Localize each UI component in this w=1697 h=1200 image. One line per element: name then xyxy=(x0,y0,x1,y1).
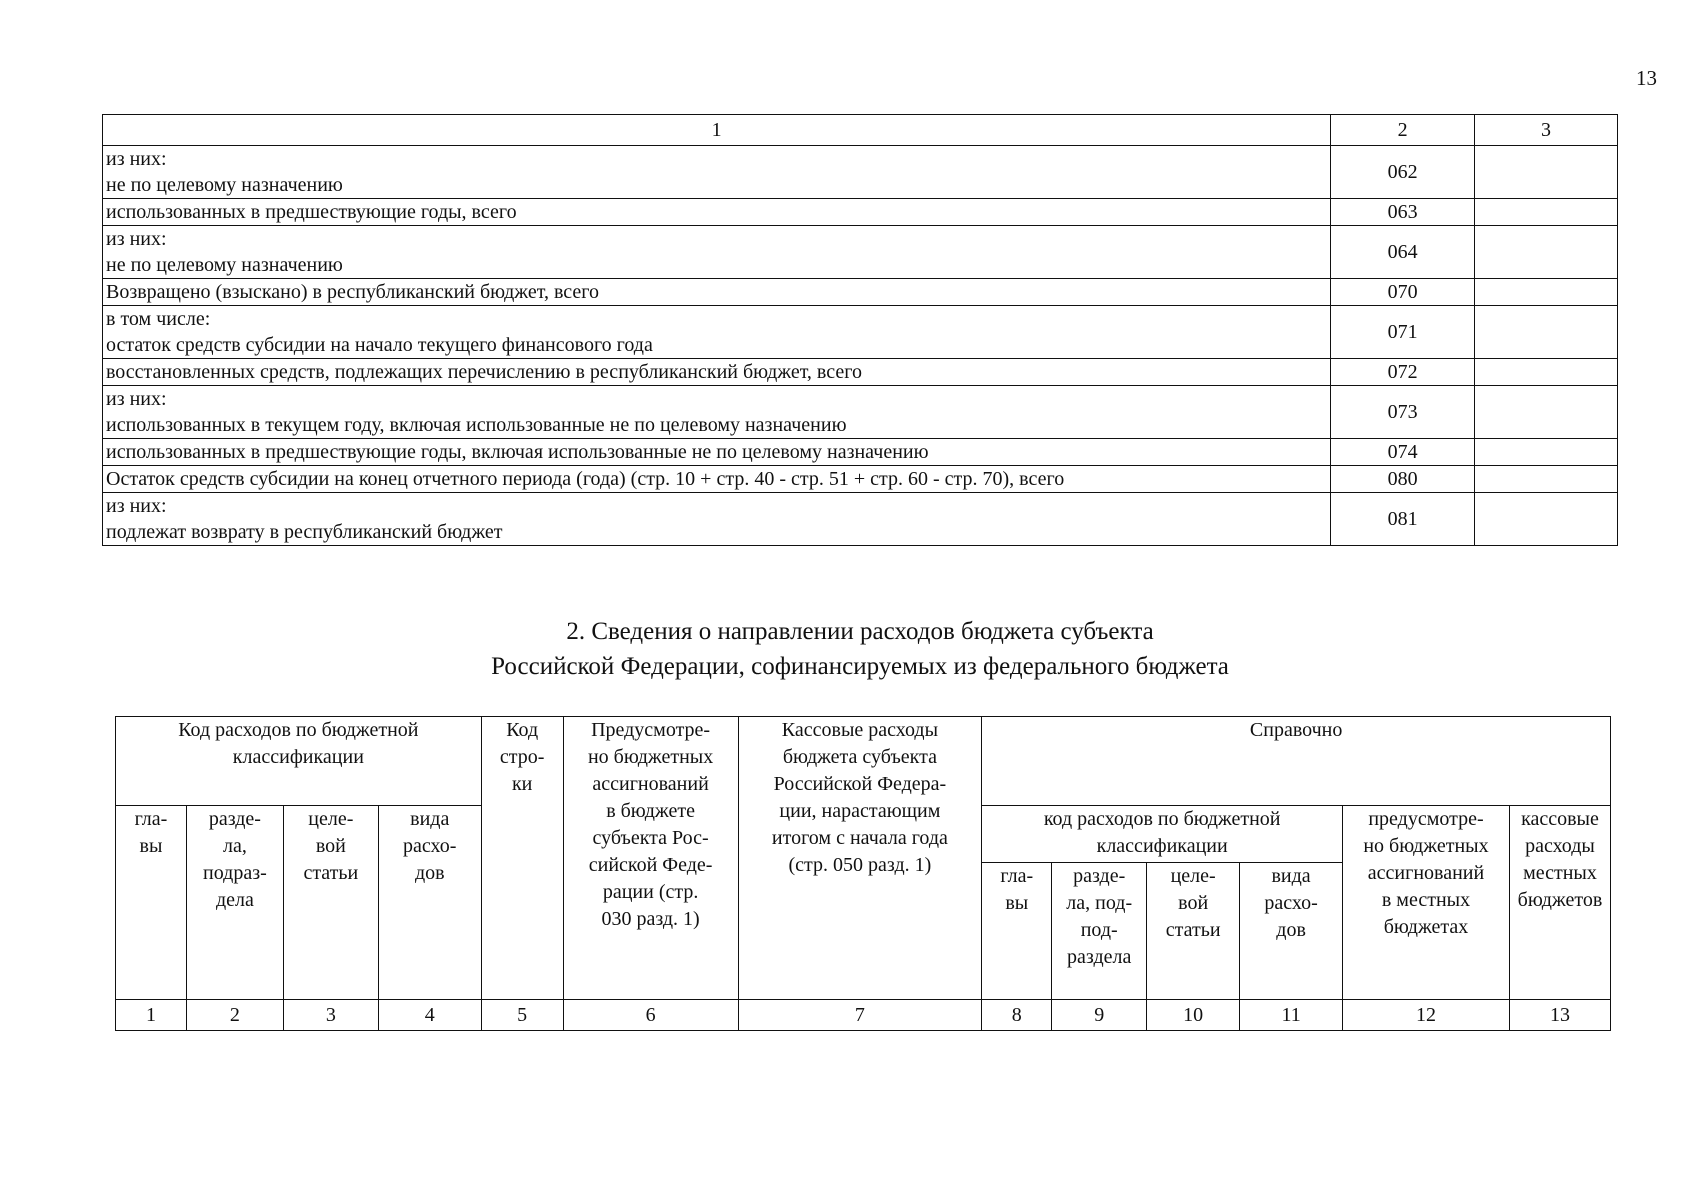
table2-header-row-1 xyxy=(116,717,1611,806)
table-row xyxy=(103,359,1618,386)
row-label-line: подлежат возврату в республиканский бюджет xyxy=(106,521,503,543)
reference-header: Справочно xyxy=(982,717,1611,806)
ref-glavy-header: гла- вы xyxy=(982,863,1052,1000)
table-row xyxy=(103,226,1618,279)
table-row xyxy=(103,466,1618,493)
row-code: 062 xyxy=(1331,146,1475,199)
table-row xyxy=(103,493,1618,546)
glavy-header: гла- вы xyxy=(116,806,187,1000)
row-code: 070 xyxy=(1331,279,1475,306)
ref-cash-header: кассовые расходы местных бюджетов xyxy=(1509,806,1610,1000)
row-label xyxy=(103,279,1331,306)
row-label xyxy=(103,359,1331,386)
page-number: 13 xyxy=(1636,66,1657,90)
column-number: 8 xyxy=(982,1000,1052,1031)
row-label xyxy=(103,386,1331,439)
row-code-header: Код стро- ки xyxy=(481,717,563,1000)
column-number-2: 2 xyxy=(1331,115,1475,146)
column-number: 4 xyxy=(378,1000,481,1031)
row-code: 073 xyxy=(1331,386,1475,439)
ref-vida-rashodov-header: вида расхо- дов xyxy=(1240,863,1343,1000)
row-value xyxy=(1475,359,1618,386)
row-label-line: использованных в предшествующие годы, всего xyxy=(106,201,517,223)
ref-celevoy-statyi-header: целе- вой статьи xyxy=(1147,863,1240,1000)
ref-planned-header: предусмотре- но бюджетных ассигнований в местных бюджетах xyxy=(1343,806,1510,1000)
row-code: 071 xyxy=(1331,306,1475,359)
row-label-line: из них: xyxy=(106,228,167,250)
row-label-line: в том числе: xyxy=(106,308,211,330)
row-label xyxy=(103,493,1331,546)
ref-budget-code-header: код расходов по бюджетной классификации xyxy=(982,806,1343,863)
row-label-line: восстановленных средств, подлежащих перечислению в республиканский бюджет, всего xyxy=(106,361,862,383)
row-label xyxy=(103,199,1331,226)
cash-expenditures-header: Кассовые расходы бюджета субъекта Российской Федера- ции, нарастающим итогом с начала года (стр. 050 разд. 1) xyxy=(738,717,982,1000)
section-2-title xyxy=(102,614,1618,684)
planned-allocations-header: Предусмотре- но бюджетных ассигнований в бюджете субъекта Рос- сийской Феде- рации (стр. 030 разд. 1) xyxy=(563,717,738,1000)
row-value xyxy=(1475,146,1618,199)
column-number-3: 3 xyxy=(1475,115,1618,146)
section-title-line: Российской Федерации, софинансируемых из федерального бюджета xyxy=(491,653,1229,680)
row-value xyxy=(1475,226,1618,279)
row-value xyxy=(1475,439,1618,466)
ref-razdela-header: разде- ла, под- под- раздела xyxy=(1052,863,1147,1000)
row-label-line: Возвращено (взыскано) в республиканский бюджет, всего xyxy=(106,281,599,303)
column-number: 2 xyxy=(186,1000,283,1031)
row-label-line: Остаток средств субсидии на конец отчетного периода (года) (стр. 10 + стр. 40 - стр. 51 + стр. 60 - стр. 70), всего xyxy=(106,468,1065,490)
row-value xyxy=(1475,199,1618,226)
table-row xyxy=(103,199,1618,226)
column-number: 12 xyxy=(1343,1000,1510,1031)
table-row xyxy=(103,146,1618,199)
table-row xyxy=(103,306,1618,359)
row-label-line: использованных в предшествующие годы, включая использованные не по целевому назначению xyxy=(106,441,929,463)
row-code: 080 xyxy=(1331,466,1475,493)
report-table-continued xyxy=(102,114,1618,546)
column-numbers-row xyxy=(116,1000,1611,1031)
vida-rashodov-header: вида расхо- дов xyxy=(378,806,481,1000)
row-value xyxy=(1475,493,1618,546)
row-value xyxy=(1475,306,1618,359)
row-code: 074 xyxy=(1331,439,1475,466)
row-label-line: из них: xyxy=(106,388,167,410)
table-row xyxy=(103,279,1618,306)
row-label xyxy=(103,466,1331,493)
row-label-line: использованных в текущем году, включая использованные не по целевому назначению xyxy=(106,414,847,436)
row-label-line: не по целевому назначению xyxy=(106,254,343,276)
expenditure-direction-table xyxy=(115,716,1611,1031)
row-code: 081 xyxy=(1331,493,1475,546)
row-label-line: из них: xyxy=(106,148,167,170)
row-label xyxy=(103,226,1331,279)
column-number: 11 xyxy=(1240,1000,1343,1031)
row-value xyxy=(1475,386,1618,439)
row-label xyxy=(103,306,1331,359)
row-label-line: остаток средств субсидии на начало текущего финансового года xyxy=(106,334,653,356)
column-number: 13 xyxy=(1509,1000,1610,1031)
column-number-1: 1 xyxy=(103,115,1331,146)
row-label-line: из них: xyxy=(106,495,167,517)
table-row xyxy=(103,386,1618,439)
row-label-line: не по целевому назначению xyxy=(106,174,343,196)
column-number: 7 xyxy=(738,1000,982,1031)
column-number: 6 xyxy=(563,1000,738,1031)
table-row xyxy=(103,439,1618,466)
row-code: 072 xyxy=(1331,359,1475,386)
table-header-row xyxy=(103,115,1618,146)
row-label xyxy=(103,439,1331,466)
row-code: 064 xyxy=(1331,226,1475,279)
row-code: 063 xyxy=(1331,199,1475,226)
row-value xyxy=(1475,279,1618,306)
section-title-line: 2. Сведения о направлении расходов бюджета субъекта xyxy=(566,618,1154,645)
celevoy-statyi-header: целе- вой статьи xyxy=(283,806,378,1000)
column-number: 1 xyxy=(116,1000,187,1031)
budget-code-group-header: Код расходов по бюджетной классификации xyxy=(116,717,482,806)
column-number: 5 xyxy=(481,1000,563,1031)
row-label xyxy=(103,146,1331,199)
razdela-header: разде- ла, подраз- дела xyxy=(186,806,283,1000)
row-value xyxy=(1475,466,1618,493)
column-number: 10 xyxy=(1147,1000,1240,1031)
column-number: 3 xyxy=(283,1000,378,1031)
column-number: 9 xyxy=(1052,1000,1147,1031)
